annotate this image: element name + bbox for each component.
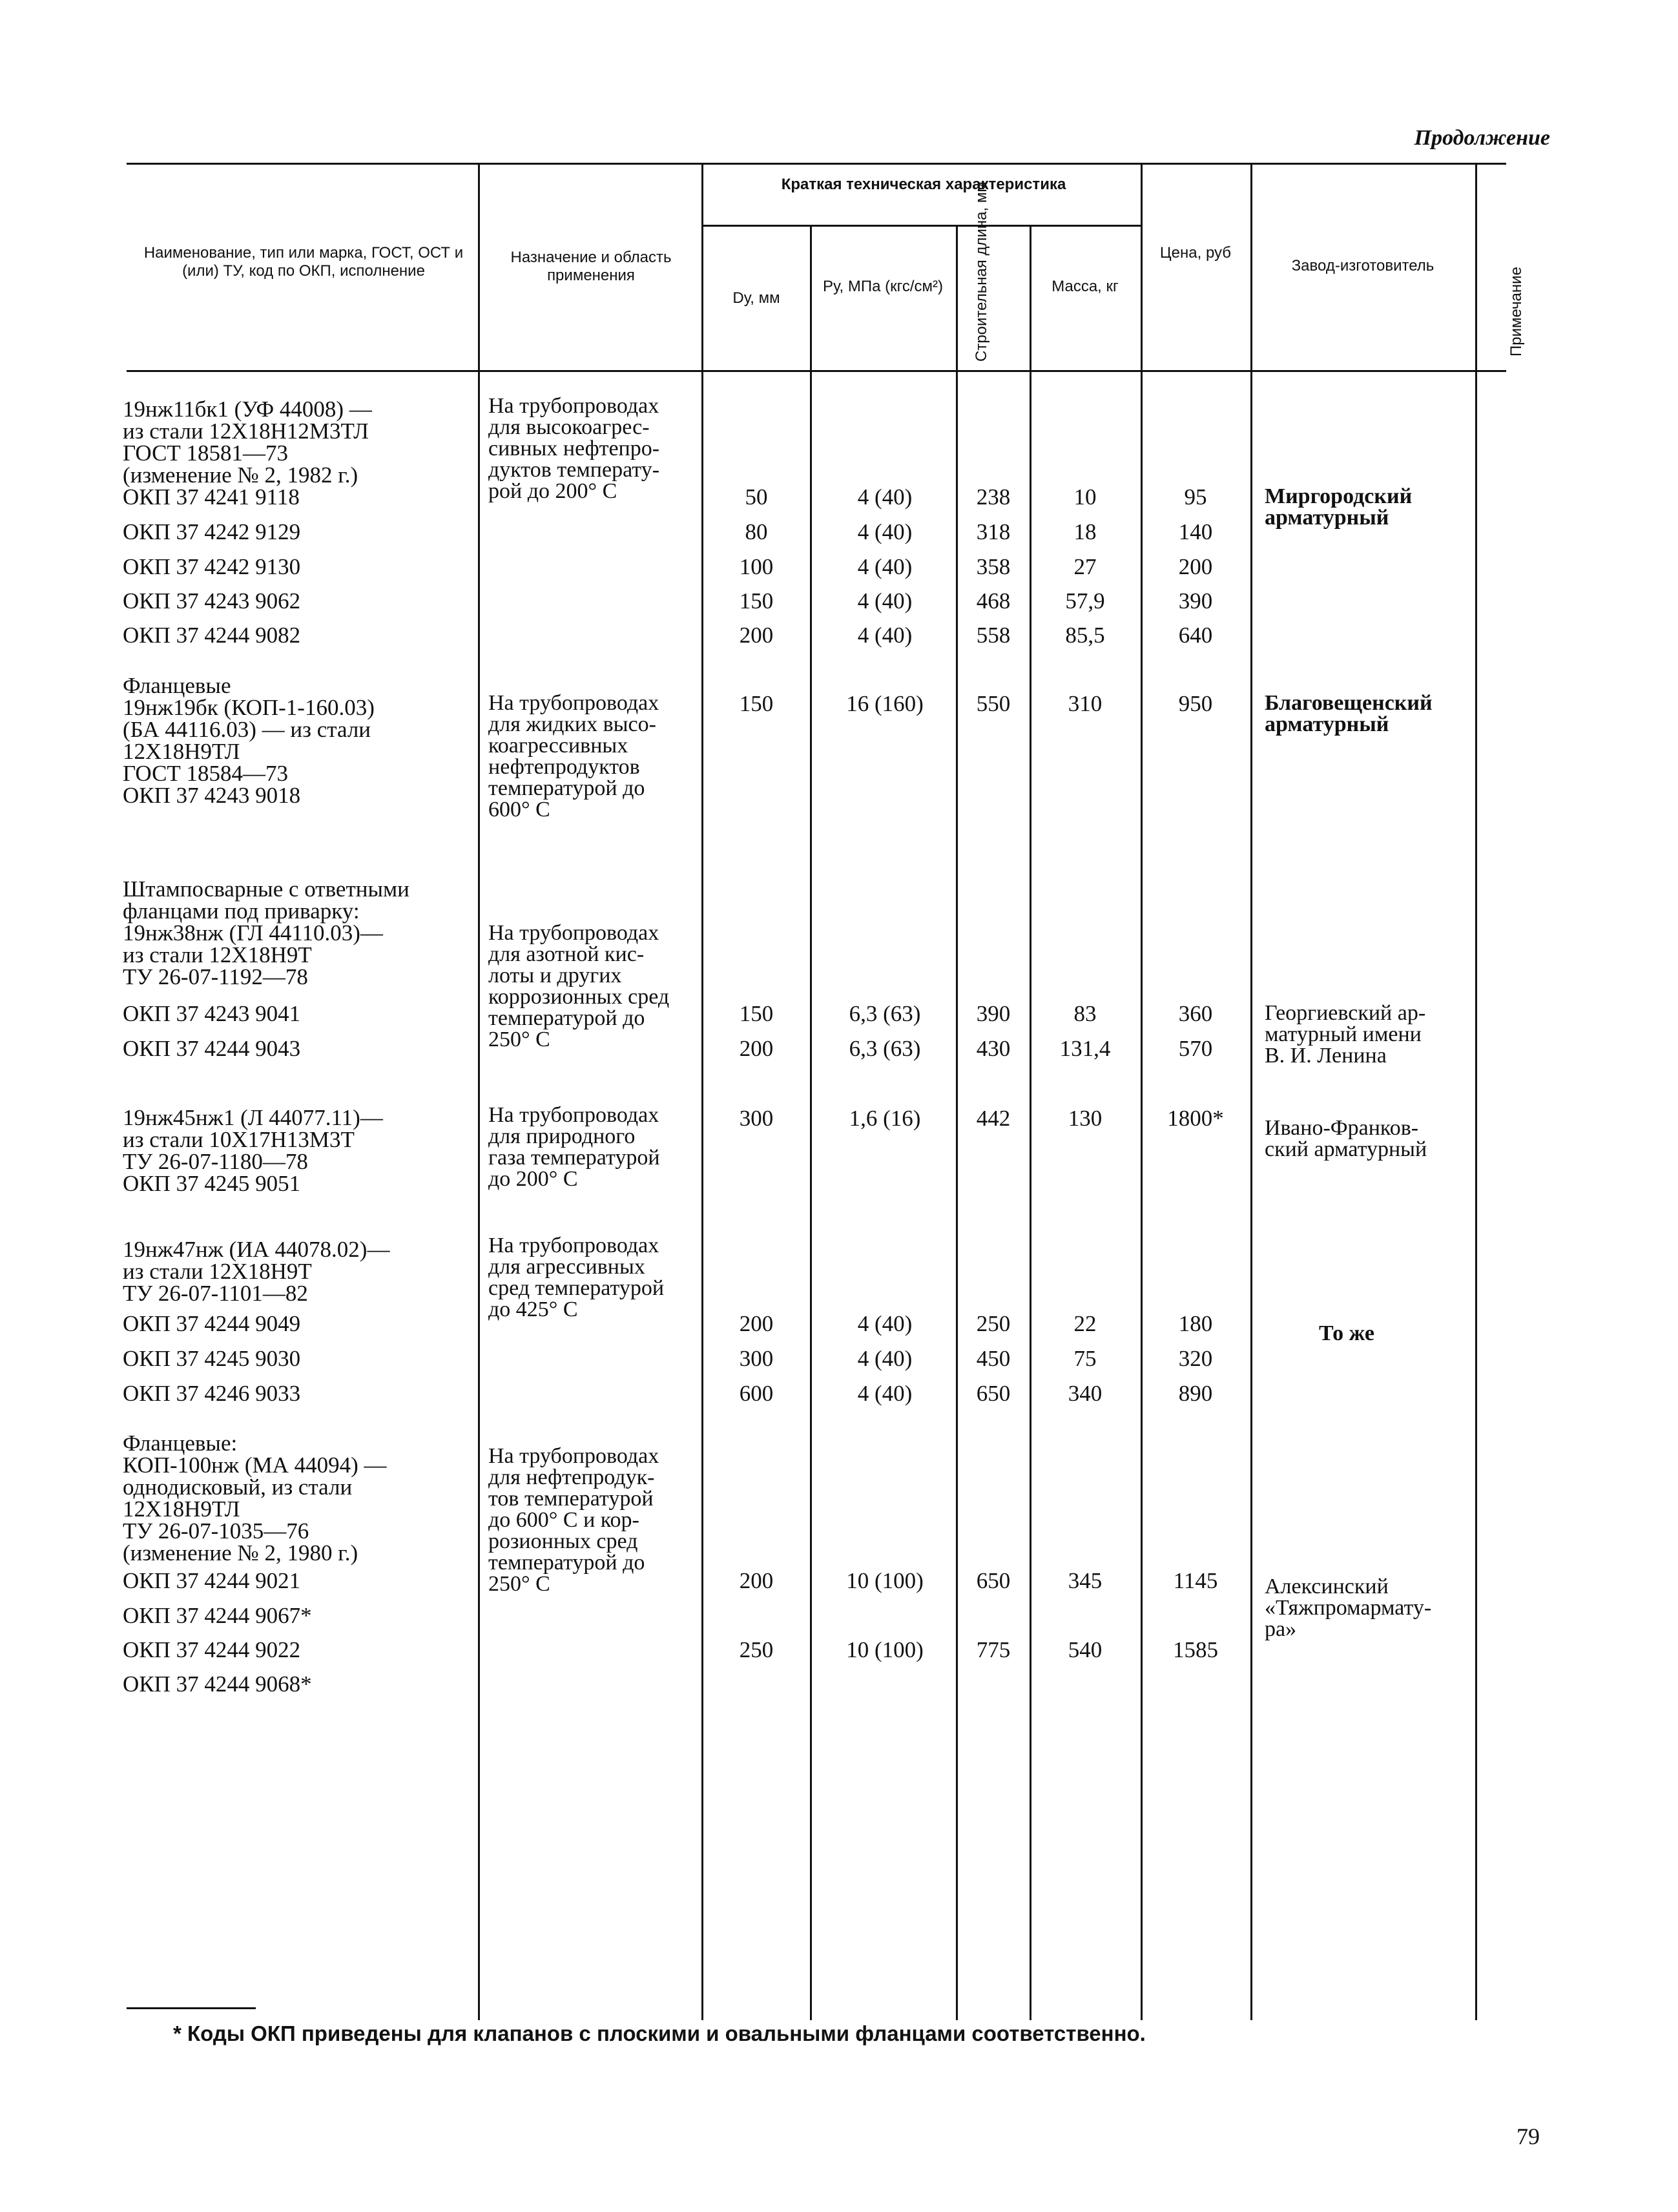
continuation-label: Продолжение: [1414, 126, 1550, 150]
header-length: Строительная длина, мм: [973, 181, 990, 362]
mass-value: 57,9: [1065, 588, 1105, 614]
length-value: 468: [976, 588, 1011, 614]
dy-value: 200: [739, 1036, 774, 1061]
price-value: 1585: [1173, 1637, 1218, 1662]
price-value: 180: [1178, 1311, 1213, 1336]
okp-code: ОКП 37 4242 9130: [123, 554, 301, 579]
header-mass: Масса, кг: [1051, 278, 1119, 295]
dy-value: 300: [739, 1346, 774, 1371]
okp-code: ОКП 37 4244 9068*: [123, 1671, 312, 1697]
dy-value: 250: [739, 1637, 774, 1662]
py-value: 4 (40): [857, 1381, 913, 1406]
dy-value: 200: [739, 1311, 774, 1336]
dy-value: 150: [739, 1001, 774, 1026]
header-note: Примечание: [1507, 267, 1525, 357]
dy-value: 600: [739, 1381, 774, 1406]
price-value: 950: [1178, 691, 1213, 716]
okp-code: ОКП 37 4244 9021: [123, 1568, 301, 1593]
group3-plant: Георгиевский ар- матурный имени В. И. Ленина: [1265, 1001, 1426, 1068]
price-value: 640: [1178, 623, 1213, 648]
length-value: 775: [976, 1637, 1011, 1662]
mass-value: 130: [1068, 1106, 1103, 1131]
length-value: 238: [976, 484, 1011, 510]
header-py: Pу, МПа (кгс/см²): [822, 278, 944, 295]
py-value: 4 (40): [857, 1311, 913, 1336]
table-top-rule: [127, 163, 1506, 165]
mass-value: 85,5: [1065, 623, 1105, 648]
dy-value: 300: [739, 1106, 774, 1131]
okp-code: ОКП 37 4246 9033: [123, 1381, 301, 1406]
mass-value: 18: [1073, 519, 1097, 544]
col-divider-6: [1141, 163, 1143, 2020]
py-value: 6,3 (63): [849, 1001, 921, 1026]
dy-value: 50: [745, 484, 768, 510]
mass-value: 22: [1073, 1311, 1097, 1336]
col-divider-1: [478, 163, 480, 2020]
mass-value: 310: [1068, 691, 1103, 716]
okp-code: ОКП 37 4242 9129: [123, 519, 301, 544]
dy-value: 150: [739, 588, 774, 614]
col-divider-5: [1030, 225, 1031, 2020]
dy-value: 150: [739, 691, 774, 716]
okp-code: ОКП 37 4244 9022: [123, 1637, 301, 1662]
group4-purpose: На трубопроводах для природного газа температурой до 200° С: [488, 1103, 660, 1191]
okp-code: ОКП 37 4244 9082: [123, 623, 301, 648]
mass-value: 345: [1068, 1568, 1103, 1593]
price-value: 360: [1178, 1001, 1213, 1026]
header-purpose: Назначение и область применения: [510, 249, 672, 284]
length-value: 650: [976, 1568, 1011, 1593]
mass-value: 131,4: [1059, 1036, 1111, 1061]
page-number: 79: [1517, 2124, 1540, 2149]
py-value: 4 (40): [857, 588, 913, 614]
py-value: 4 (40): [857, 484, 913, 510]
py-value: 1,6 (16): [849, 1106, 921, 1131]
footnote-rule: [127, 2007, 256, 2009]
group5-title: 19нж47нж (ИА 44078.02)— из стали 12Х18Н9Т ТУ 26-07-1101—82: [123, 1237, 390, 1306]
header-name: Наименование, тип или марка, ГОСТ, ОСТ и (или) ТУ, код по ОКП, исполнение: [143, 244, 464, 280]
okp-code: ОКП 37 4243 9062: [123, 588, 301, 614]
col-divider-4: [956, 225, 958, 2020]
length-value: 358: [976, 554, 1011, 579]
length-value: 442: [976, 1106, 1011, 1131]
group4-title: 19нж45нж1 (Л 44077.11)— из стали 10Х17Н13М3Т ТУ 26-07-1180—78 ОКП 37 4245 9051: [123, 1105, 383, 1196]
price-value: 200: [1178, 554, 1213, 579]
price-value: 390: [1178, 588, 1213, 614]
header-price: Цена, руб: [1159, 244, 1232, 262]
group2-purpose: На трубопроводах для жидких высо- коагрессивных нефтепродуктов температурой до 600° С: [488, 691, 659, 822]
group6-title: Фланцевые: КОП-100нж (МА 44094) — однодисковый, из стали 12Х18Н9ТЛ ТУ 26-07-1035—76 (изменение № 2, 1980 г.): [123, 1431, 387, 1566]
header-dy: Dу, мм: [732, 289, 780, 307]
group1-title: 19нж11бк1 (УФ 44008) — из стали 12Х18Н12М3ТЛ ГОСТ 18581—73 (изменение № 2, 1982 г.): [123, 397, 372, 488]
py-value: 4 (40): [857, 1346, 913, 1371]
price-value: 320: [1178, 1346, 1213, 1371]
col-divider-3: [810, 225, 812, 2020]
mass-value: 10: [1073, 484, 1097, 510]
dy-value: 200: [739, 623, 774, 648]
group1-plant: Миргородский арматурный: [1265, 484, 1413, 530]
length-value: 550: [976, 691, 1011, 716]
mass-value: 83: [1073, 1001, 1097, 1026]
mass-value: 540: [1068, 1637, 1103, 1662]
mass-value: 27: [1073, 554, 1097, 579]
py-value: 16 (160): [846, 691, 924, 716]
price-value: 1800*: [1167, 1106, 1224, 1131]
okp-code: ОКП 37 4245 9030: [123, 1346, 301, 1371]
header-plant: Завод-изготовитель: [1291, 257, 1435, 274]
py-value: 4 (40): [857, 519, 913, 544]
price-value: 570: [1178, 1036, 1213, 1061]
length-value: 390: [976, 1001, 1011, 1026]
group2-title: Фланцевые 19нж19бк (КОП-1-160.03) (БА 44116.03) — из стали 12Х18Н9ТЛ ГОСТ 18584—73 ОКП 37 4243 9018: [123, 673, 375, 808]
group5-plant: То же: [1319, 1321, 1374, 1345]
group6-plant: Алексинский «Тяжпромармату- ра»: [1265, 1575, 1432, 1641]
mass-value: 75: [1073, 1346, 1097, 1371]
okp-code: ОКП 37 4244 9049: [123, 1311, 301, 1336]
group2-plant: Благовещенский арматурный: [1265, 691, 1433, 736]
py-value: 4 (40): [857, 554, 913, 579]
header-tech: Краткая техническая характеристика: [781, 176, 1066, 193]
group3-purpose: На трубопроводах для азотной кис- лоты и других коррозионных сред температурой до 250° С: [488, 921, 670, 1051]
okp-code: ОКП 37 4243 9041: [123, 1001, 301, 1026]
length-value: 450: [976, 1346, 1011, 1371]
tech-subheader-rule: [701, 225, 1141, 227]
col-divider-8: [1475, 163, 1477, 2020]
group1-purpose: На трубопроводах для высокоагрес- сивных нефтепро- дуктов температу- рой до 200° С: [488, 394, 660, 503]
price-value: 1145: [1173, 1568, 1218, 1593]
okp-code: ОКП 37 4244 9043: [123, 1036, 301, 1061]
length-value: 430: [976, 1036, 1011, 1061]
price-value: 140: [1178, 519, 1213, 544]
col-divider-7: [1250, 163, 1252, 2020]
py-value: 10 (100): [846, 1637, 924, 1662]
group6-purpose: На трубопроводах для нефтепродук- тов температурой до 600° С и кор- розионных сред температурой до 250° С: [488, 1444, 659, 1596]
header-bottom-rule: [127, 370, 1506, 372]
py-value: 6,3 (63): [849, 1036, 921, 1061]
dy-value: 100: [739, 554, 774, 579]
group3-title: Штампосварные с ответными фланцами под приварку: 19нж38нж (ГЛ 44110.03)— из стали 12Х18Н9Т ТУ 26-07-1192—78: [123, 876, 409, 989]
mass-value: 340: [1068, 1381, 1103, 1406]
okp-code: ОКП 37 4244 9067*: [123, 1603, 312, 1628]
length-value: 318: [976, 519, 1011, 544]
col-divider-2: [701, 163, 703, 2020]
group5-purpose: На трубопроводах для агрессивных сред температурой до 425° С: [488, 1234, 665, 1321]
py-value: 4 (40): [857, 623, 913, 648]
price-value: 890: [1178, 1381, 1213, 1406]
length-value: 250: [976, 1311, 1011, 1336]
price-value: 95: [1184, 484, 1207, 510]
footnote: * Коды ОКП приведены для клапанов с плоскими и овальными фланцами соответственно.: [173, 2021, 1146, 2045]
py-value: 10 (100): [846, 1568, 924, 1593]
dy-value: 200: [739, 1568, 774, 1593]
length-value: 558: [976, 623, 1011, 648]
okp-code: ОКП 37 4241 9118: [123, 484, 300, 510]
length-value: 650: [976, 1381, 1011, 1406]
group4-plant: Ивано-Франков- ский арматурный: [1265, 1116, 1427, 1161]
dy-value: 80: [745, 519, 768, 544]
